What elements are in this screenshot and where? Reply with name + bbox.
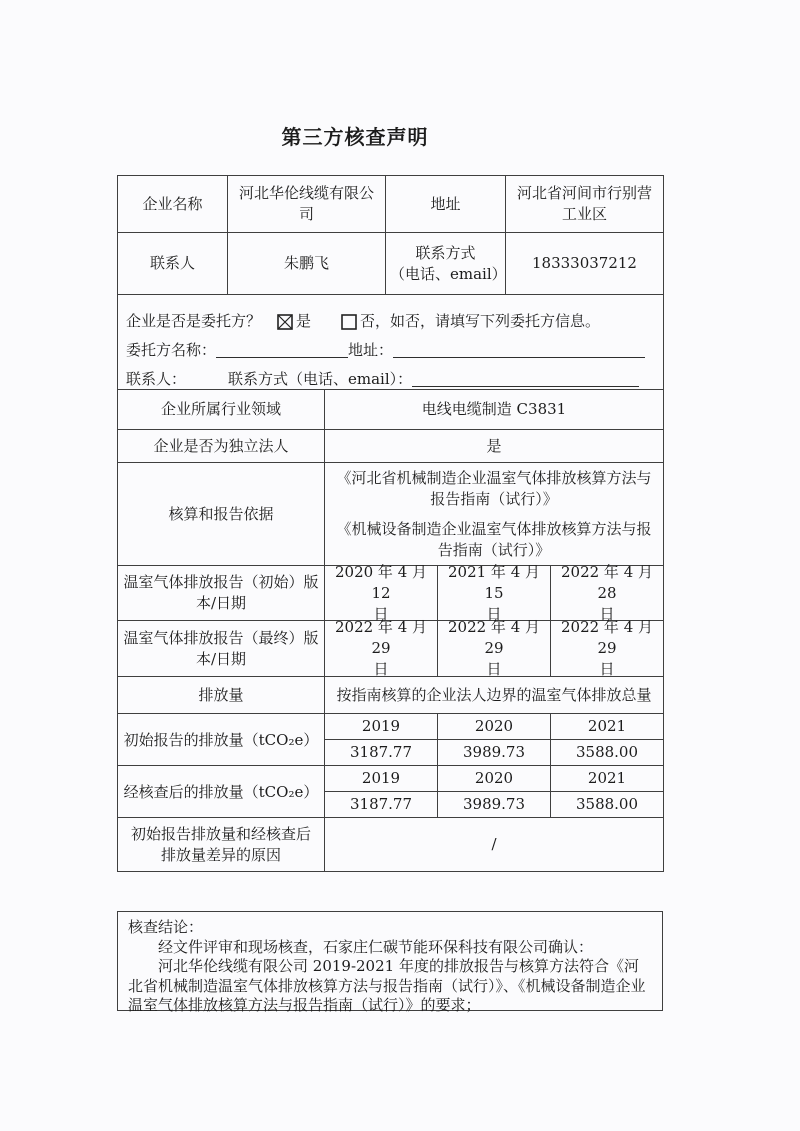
year-2020: 2020 [437,766,550,791]
verified-emissions-label: 经核查后的排放量（tCO₂e） [123,783,319,801]
legal-person-row [118,429,663,462]
conclusion-heading: 核查结论： [128,918,204,936]
initial-report-date-2020: 2021 年 4 月 15 日 [437,566,550,620]
difference-reason-row [118,817,663,871]
company-name-label: 企业名称 [142,194,203,213]
client-name-label: 委托方名称： [126,341,217,359]
difference-reason-label: 初始报告排放量和经核查后 排放量差异的原因 [130,824,311,864]
emission-header-label: 排放量 [198,685,244,704]
final-report-date-2021: 2022 年 4 月 29 日 [550,621,663,676]
emission-header-row [118,676,663,713]
verified-emission-2020: 3989.73 [437,792,550,817]
industry-value: 电线电缆制造 C3831 [324,390,663,429]
year-2021: 2021 [550,766,663,791]
verified-emission-2019: 3187.77 [324,792,437,817]
phone-value: 18333037212 [505,233,663,294]
contact-method-label: 联系方式 （电话、email） [385,233,505,294]
year-header-subrow [324,766,663,791]
legal-person-label: 企业是否为独立法人 [153,436,289,455]
checkbox-unchecked-icon [341,314,357,330]
industry-row [118,389,663,429]
page-title: 第三方核查声明 [281,125,429,149]
industry-label: 企业所属行业领域 [160,400,281,418]
basis-guideline-1: 《河北省机械制造企业温室气体排放核算方法与 报告指南（试行）》 [336,468,652,508]
contact-person-label: 联系人 [149,254,195,272]
value-subrow [324,739,663,765]
basis-row [118,462,663,565]
conclusion-paragraph-1: 经文件评审和现场核查，石家庄仁碳节能环保科技有限公司确认： [158,937,594,956]
year-header-subrow [324,714,663,739]
verified-emission-2021: 3588.00 [550,792,663,817]
initial-emission-2019: 3187.77 [324,740,437,765]
emission-header-value: 按指南核算的企业法人边界的温室气体排放总量 [324,677,663,713]
final-report-date-2020: 2022 年 4 月 29 日 [437,621,550,676]
client-contact-blank [412,383,639,387]
initial-report-date-2021: 2022 年 4 月 28 日 [550,566,663,620]
initial-emission-2020: 3989.73 [437,740,550,765]
client-name-blank [216,354,348,358]
final-report-label: 温室气体排放报告（最终）版 本/日期 [123,628,319,668]
client-contact-method-label: 联系方式（电话、email）： [228,370,413,388]
verified-emissions-row [118,765,663,817]
conclusion-box [117,911,663,1014]
initial-report-date-2019: 2020 年 4 月 12 日 [324,566,437,620]
client-address-label: 地址： [348,341,394,359]
client-section [118,294,663,389]
client-question-line [126,302,653,331]
basis-guideline-2: 《机械设备制造企业温室气体排放核算方法与报 告指南（试行）》 [336,519,652,559]
checkbox-checked-icon [277,314,293,330]
company-info-section [118,176,663,294]
final-report-date-2019: 2022 年 4 月 29 日 [324,621,437,676]
year-2021: 2021 [550,714,663,739]
year-2019: 2019 [324,766,437,791]
client-address-blank [393,354,645,358]
verification-table [117,175,664,872]
client-contact-line [126,360,653,389]
address-value: 河北省河间市行别营 工业区 [505,176,663,232]
basis-value [324,463,663,565]
contact-person-value: 朱鹏飞 [227,233,385,294]
value-subrow [324,791,663,817]
address-label: 地址 [385,176,505,232]
client-question: 企业是否是委托方？ [126,312,262,330]
yes-label: 是 [296,312,312,330]
legal-person-value: 是 [324,430,663,462]
initial-report-date-row [118,562,663,623]
initial-emissions-label: 初始报告的排放量（tCO₂e） [123,731,319,749]
table-row [118,232,663,294]
initial-emission-2021: 3588.00 [550,740,663,765]
no-label: 否，如否，请填写下列委托方信息。 [360,312,601,330]
basis-label: 核算和报告依据 [168,504,274,523]
client-contact-label: 联系人： [126,370,187,388]
difference-reason-value: / [324,818,663,871]
client-name-line [126,331,653,360]
initial-report-label: 温室气体排放报告（初始）版 本/日期 [123,573,319,612]
final-report-date-row [118,620,663,676]
initial-emissions-row [118,713,663,765]
year-2020: 2020 [437,714,550,739]
table-row [118,176,663,232]
conclusion-paragraph-2: 河北华伦线缆有限公司 2019-2021 年度的排放报告与核算方法符合《河北省机械制造温室气体排放核算方法与报告指南（试行）》、《机械设备制造企业温室气体排放核算方法与报告指南（试行）》的要求； [128,957,646,1014]
year-2019: 2019 [324,714,437,739]
company-name-value: 河北华伦线缆有限公 司 [227,176,385,232]
